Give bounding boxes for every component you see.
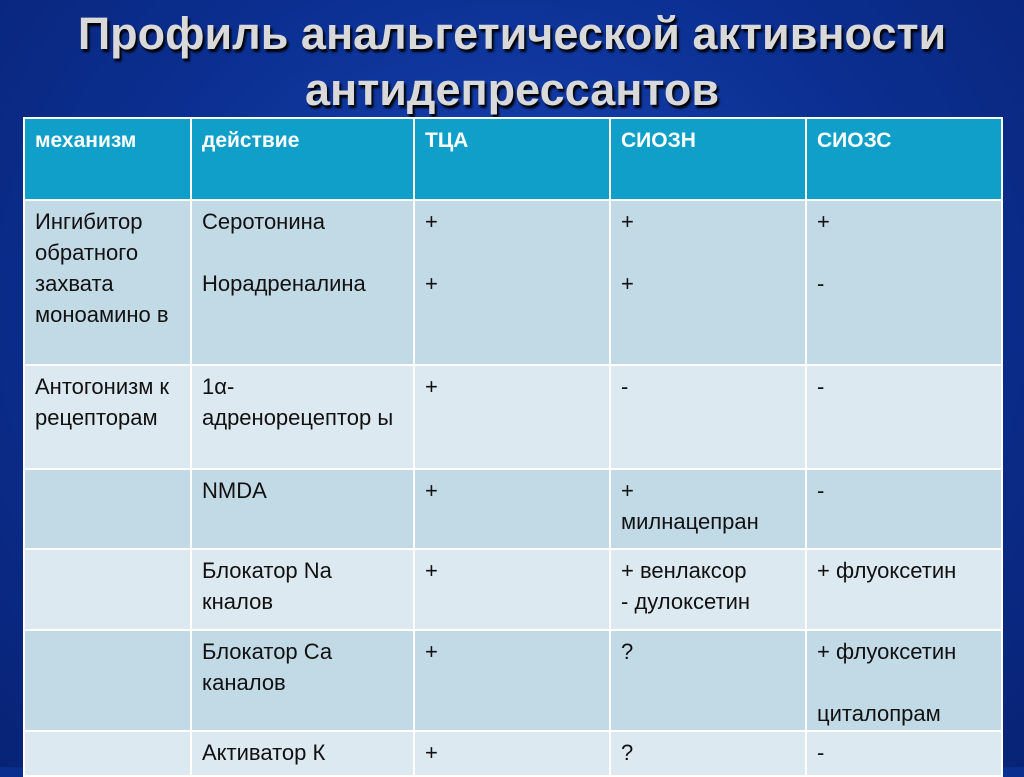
title-line-1: Профиль анальгетической активности — [77, 8, 947, 59]
cell-tca: + — [414, 549, 610, 630]
cell-snri: ? — [610, 731, 806, 776]
header-ssri: СИОЗС — [806, 118, 1002, 200]
cell-action: 1α-адренорецептор ы — [191, 365, 414, 469]
cell-action: Блокатор Na кналов — [191, 549, 414, 630]
cell-action: Блокатор Са каналов — [191, 630, 414, 731]
table-row — [24, 630, 1002, 731]
cell-mechanism — [24, 469, 191, 549]
cell-mechanism: Антогонизм к рецепторам — [24, 365, 191, 469]
cell-mechanism: Ингибитор обратного захвата моноамино в — [24, 200, 191, 365]
cell-mechanism — [24, 731, 191, 776]
table-row — [24, 200, 1002, 365]
cell-ssri: - — [806, 469, 1002, 549]
cell-snri: ? — [610, 630, 806, 731]
cell-mechanism — [24, 549, 191, 630]
cell-ssri: + флуоксетин циталопрам — [806, 630, 1002, 731]
analgesic-profile-table — [23, 117, 1003, 777]
table-row — [24, 365, 1002, 469]
header-snri: СИОЗН — [610, 118, 806, 200]
cell-snri: - — [610, 365, 806, 469]
cell-tca: + — [414, 365, 610, 469]
cell-action: NMDA — [191, 469, 414, 549]
table-header-row — [24, 118, 1002, 200]
cell-ssri: + - — [806, 200, 1002, 365]
slide-title — [0, 6, 1024, 118]
table-row — [24, 731, 1002, 776]
cell-snri: + венлаксор - дулоксетин — [610, 549, 806, 630]
cell-ssri: + флуоксетин — [806, 549, 1002, 630]
cell-action: Активатор К — [191, 731, 414, 776]
header-tca: ТЦА — [414, 118, 610, 200]
table-row — [24, 549, 1002, 630]
cell-mechanism — [24, 630, 191, 731]
header-mechanism: механизм — [24, 118, 191, 200]
cell-snri: + милнацепран — [610, 469, 806, 549]
cell-tca: + — [414, 469, 610, 549]
cell-tca: + + — [414, 200, 610, 365]
cell-action: Серотонина Норадреналина — [191, 200, 414, 365]
cell-tca: + — [414, 630, 610, 731]
cell-ssri: - — [806, 731, 1002, 776]
header-action: действие — [191, 118, 414, 200]
cell-snri: + + — [610, 200, 806, 365]
table-row — [24, 469, 1002, 549]
cell-tca: + — [414, 731, 610, 776]
title-line-2: антидепрессантов — [304, 64, 719, 115]
cell-ssri: - — [806, 365, 1002, 469]
